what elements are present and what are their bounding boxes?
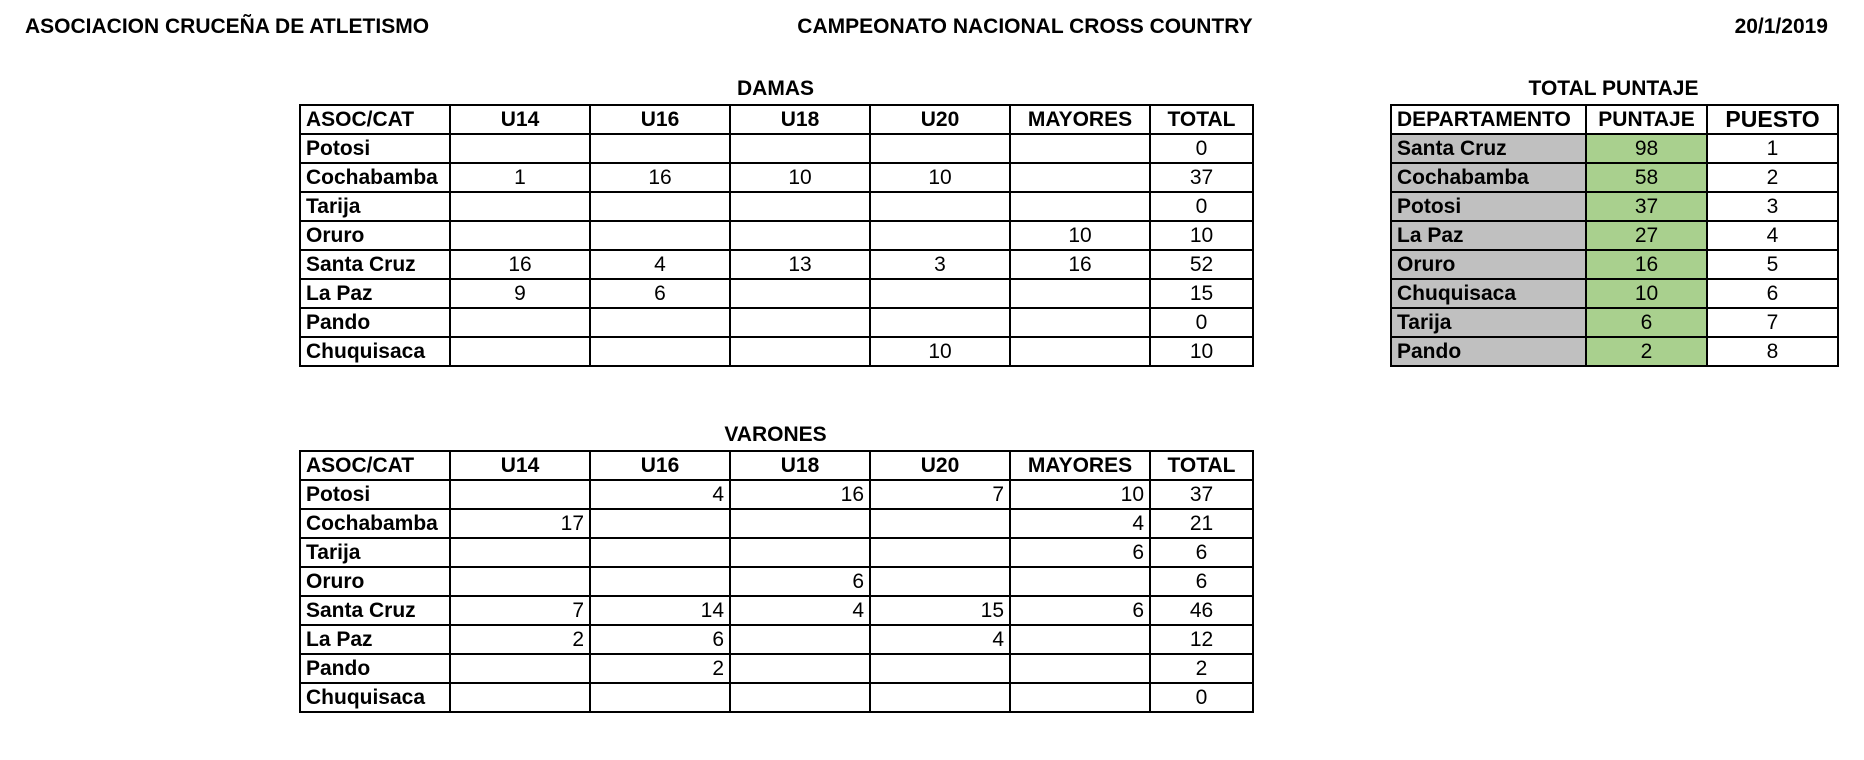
table-cell [1010,337,1150,366]
table-cell: 37 [1150,480,1253,509]
column-header: U16 [590,105,730,134]
table-cell [870,221,1010,250]
table-row [300,134,1253,163]
table-cell [870,308,1010,337]
table-cell: 0 [1150,192,1253,221]
table-cell: 2 [450,625,590,654]
table-cell: 6 [1150,567,1253,596]
row-label: Tarija [300,538,450,567]
table-cell: 2 [1150,654,1253,683]
table-cell: 4 [730,596,870,625]
table-cell: 15 [1150,279,1253,308]
table-cell: 37 [1586,192,1707,221]
table-cell: 10 [870,163,1010,192]
column-header: U18 [730,105,870,134]
table-cell: 10 [1150,221,1253,250]
puntaje-table-body [1391,105,1838,366]
table-cell: 4 [870,625,1010,654]
table-cell: 10 [1010,221,1150,250]
row-label: Santa Cruz [1391,134,1586,163]
table-cell: 16 [590,163,730,192]
table-row [1391,337,1838,366]
row-label: Pando [1391,337,1586,366]
table-cell: 7 [450,596,590,625]
table-cell: 6 [590,279,730,308]
column-header: U18 [730,451,870,480]
column-header: U20 [870,105,1010,134]
row-label: Potosi [1391,192,1586,221]
table-row [300,596,1253,625]
table-cell: 17 [450,509,590,538]
column-header: MAYORES [1010,451,1150,480]
row-label: Cochabamba [1391,163,1586,192]
table-cell [450,480,590,509]
table-cell [730,538,870,567]
table-cell [730,509,870,538]
table-cell [590,221,730,250]
header-row [1391,105,1838,134]
table-cell [450,567,590,596]
column-header: MAYORES [1010,105,1150,134]
row-label: Chuquisaca [1391,279,1586,308]
table-cell: 6 [730,567,870,596]
table-cell: 4 [1010,509,1150,538]
table-cell [450,683,590,712]
table-row [300,250,1253,279]
table-cell: 2 [1586,337,1707,366]
column-header: ASOC/CAT [300,105,450,134]
row-label: Pando [300,308,450,337]
table-cell: 15 [870,596,1010,625]
table-cell [730,308,870,337]
row-label: Cochabamba [300,509,450,538]
row-label: Tarija [300,192,450,221]
table-cell [1010,134,1150,163]
table-cell [590,538,730,567]
table-cell: 16 [1010,250,1150,279]
table-cell: 16 [450,250,590,279]
row-label: La Paz [300,279,450,308]
table-cell: 6 [1010,538,1150,567]
table-cell [730,654,870,683]
table-cell: 4 [590,250,730,279]
table-cell: 2 [1707,163,1838,192]
table-cell: 52 [1150,250,1253,279]
table-cell: 2 [590,654,730,683]
association-title: ASOCIACION CRUCEÑA DE ATLETISMO [25,15,430,38]
table-row [1391,192,1838,221]
row-label: La Paz [300,625,450,654]
row-label: Oruro [300,221,450,250]
table-cell [1010,654,1150,683]
table-cell: 14 [590,596,730,625]
table-row [300,683,1253,712]
table-cell: 1 [450,163,590,192]
table-row [300,221,1253,250]
table-cell [1010,683,1150,712]
row-label: Santa Cruz [300,250,450,279]
table-cell [730,192,870,221]
column-header: U14 [450,105,590,134]
table-row [300,279,1253,308]
table-cell [450,221,590,250]
row-label: Santa Cruz [300,596,450,625]
row-label: Cochabamba [300,163,450,192]
table-row [300,163,1253,192]
table-cell: 16 [1586,250,1707,279]
table-row [300,480,1253,509]
table-cell [870,192,1010,221]
table-cell [590,683,730,712]
table-cell: 3 [870,250,1010,279]
table-cell: 46 [1150,596,1253,625]
table-cell: 8 [1707,337,1838,366]
table-cell: 5 [1707,250,1838,279]
table-cell: 7 [870,480,1010,509]
table-cell: 7 [1707,308,1838,337]
table-cell: 10 [730,163,870,192]
table-row [300,509,1253,538]
table-cell [1010,192,1150,221]
table-row [300,337,1253,366]
table-cell: 6 [1150,538,1253,567]
table-cell [730,279,870,308]
varones-table [299,450,1254,713]
table-cell [730,337,870,366]
table-cell: 27 [1586,221,1707,250]
championship-title: CAMPEONATO NACIONAL CROSS COUNTRY [797,15,1253,38]
header-row [300,451,1253,480]
table-row [300,625,1253,654]
table-cell [450,192,590,221]
column-header: DEPARTAMENTO [1391,105,1586,134]
row-label: La Paz [1391,221,1586,250]
column-header: TOTAL [1150,105,1253,134]
total-puntaje-table [1390,104,1839,367]
table-cell: 3 [1707,192,1838,221]
table-cell: 9 [450,279,590,308]
table-cell [590,567,730,596]
table-cell [730,221,870,250]
damas-table [299,104,1254,367]
event-date: 20/1/2019 [1734,15,1828,38]
table-row [300,567,1253,596]
column-header: PUNTAJE [1586,105,1707,134]
table-cell: 10 [1150,337,1253,366]
table-row [1391,279,1838,308]
table-cell: 0 [1150,683,1253,712]
table-cell [450,337,590,366]
table-cell: 4 [590,480,730,509]
table-cell [1010,567,1150,596]
table-cell [590,134,730,163]
table-cell [730,683,870,712]
table-cell: 21 [1150,509,1253,538]
column-header: PUESTO [1707,105,1838,134]
table-cell: 16 [730,480,870,509]
table-row [1391,134,1838,163]
table-cell: 98 [1586,134,1707,163]
table-cell [870,683,1010,712]
table-cell [1010,308,1150,337]
table-cell: 6 [590,625,730,654]
column-header: U20 [870,451,1010,480]
table-cell [590,509,730,538]
total-puntaje-title: TOTAL PUNTAJE [1528,77,1699,100]
table-cell [1010,163,1150,192]
table-row [1391,308,1838,337]
row-label: Chuquisaca [300,683,450,712]
row-label: Pando [300,654,450,683]
table-cell: 1 [1707,134,1838,163]
table-row [300,654,1253,683]
table-cell [590,337,730,366]
header-row [300,105,1253,134]
column-header: U14 [450,451,590,480]
column-header: ASOC/CAT [300,451,450,480]
table-row [1391,163,1838,192]
table-cell [870,654,1010,683]
row-label: Tarija [1391,308,1586,337]
table-cell [870,509,1010,538]
table-cell: 4 [1707,221,1838,250]
table-cell [590,308,730,337]
damas-table-body [300,105,1253,366]
table-cell: 13 [730,250,870,279]
table-cell [870,279,1010,308]
varones-title: VARONES [724,423,827,446]
column-header: U16 [590,451,730,480]
table-cell [450,134,590,163]
table-cell [450,654,590,683]
row-label: Oruro [1391,250,1586,279]
row-label: Chuquisaca [300,337,450,366]
table-cell [450,308,590,337]
row-label: Potosi [300,480,450,509]
table-cell: 0 [1150,134,1253,163]
table-row [1391,250,1838,279]
damas-title: DAMAS [737,77,814,100]
column-header: TOTAL [1150,451,1253,480]
table-cell [1010,279,1150,308]
table-cell [870,134,1010,163]
table-cell [870,538,1010,567]
table-cell: 37 [1150,163,1253,192]
table-cell: 58 [1586,163,1707,192]
table-cell: 10 [1586,279,1707,308]
table-row [300,538,1253,567]
table-cell [730,625,870,654]
table-cell: 6 [1586,308,1707,337]
row-label: Oruro [300,567,450,596]
row-label: Potosi [300,134,450,163]
table-cell: 10 [1010,480,1150,509]
table-row [300,308,1253,337]
table-cell: 10 [870,337,1010,366]
table-cell [590,192,730,221]
table-cell [730,134,870,163]
table-row [1391,221,1838,250]
table-cell: 6 [1707,279,1838,308]
table-cell: 6 [1010,596,1150,625]
table-cell [1010,625,1150,654]
table-cell: 12 [1150,625,1253,654]
table-cell: 0 [1150,308,1253,337]
varones-table-body [300,451,1253,712]
table-cell [450,538,590,567]
table-cell [870,567,1010,596]
table-row [300,192,1253,221]
